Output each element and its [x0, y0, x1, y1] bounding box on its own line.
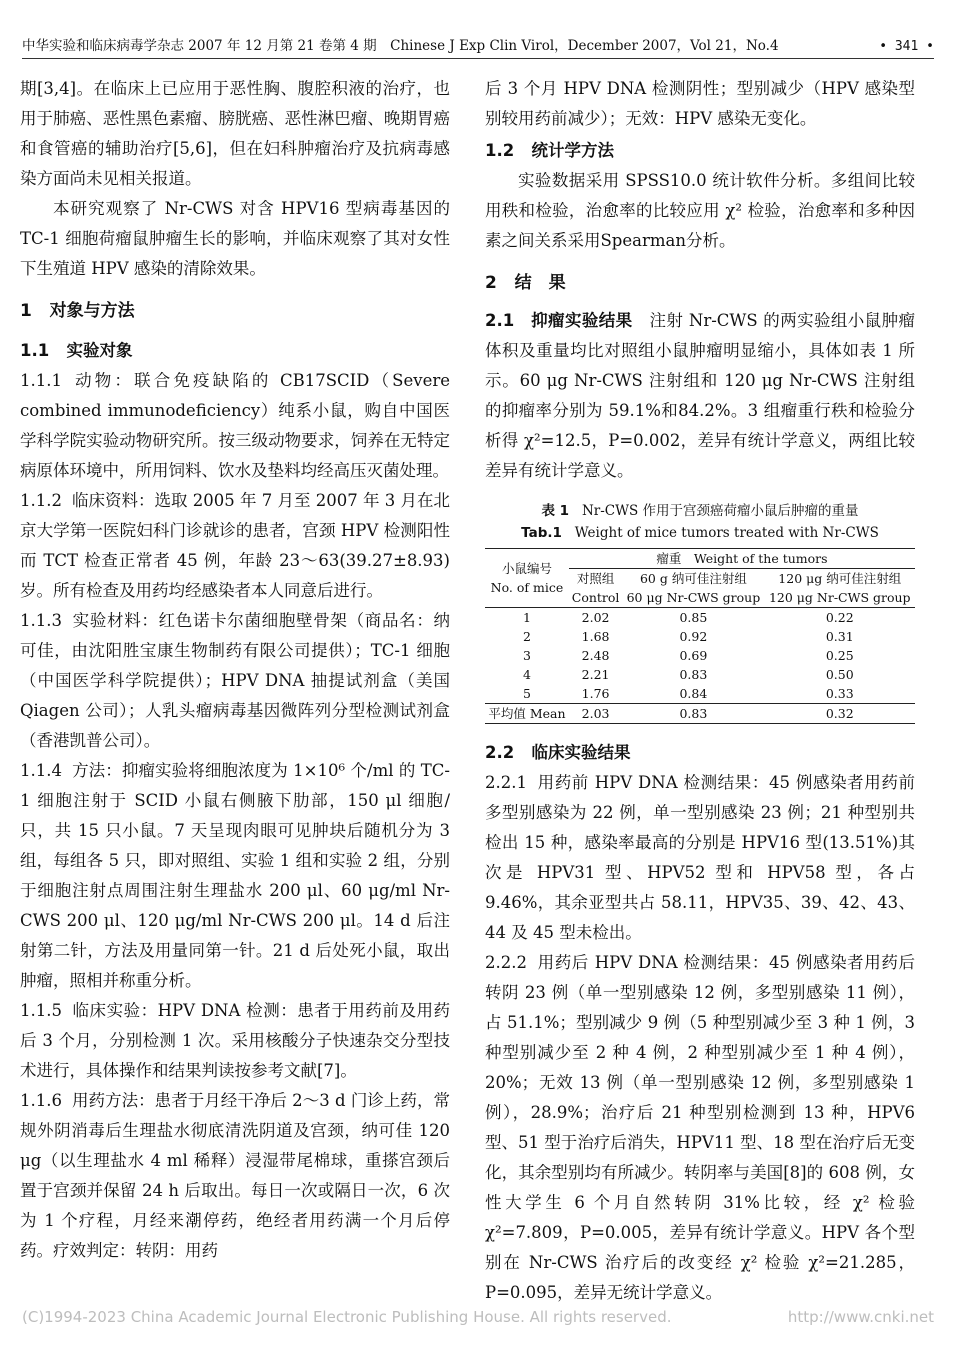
- table-row: [485, 684, 915, 704]
- section-number: 1.2: [485, 141, 515, 160]
- section-number: 1: [20, 301, 32, 321]
- table-cell: 2.48: [581, 648, 610, 663]
- section-number: 2.1: [485, 311, 515, 330]
- table-cell: 0.25: [825, 648, 854, 663]
- column-header-120ug: [765, 569, 915, 608]
- column-group-header: 瘤重 Weight of the tumors: [569, 549, 915, 569]
- paragraph-text: 实验材料：红色诺卡尔菌细胞壁骨架（商品名：纳可佳，由沈阳胜宝康生物制药有限公司提供）；TC-1 细胞（中国医学科学院提供）；HPV DNA 抽提试剂盒（美国 Qiagen 公司）；人乳头瘤病毒基因微阵列分型检测试剂盒（香港凯普公司）。: [20, 611, 450, 750]
- journal-citation: 中华实验和临床病毒学杂志 2007 年 12 月第 21 卷第 4 期 Chinese J Exp Clin Virol，December 2007，Vol 21，No.4: [22, 38, 779, 54]
- table-cell: 0.33: [825, 686, 854, 701]
- table-row: [485, 646, 915, 665]
- table-cell: 1.68: [581, 629, 610, 644]
- table-cell: 0.85: [679, 610, 708, 625]
- table-cell: 平均值 Mean: [485, 704, 569, 724]
- paragraph-text: 临床资料：选取 2005 年 7 月至 2007 年 3 月在北京大学第一医院妇科门诊就诊的患者，宫颈 HPV 检测阳性而 TCT 检查正常者 45 例，年龄 23～63(39.27±8.93)岁。所有检查及用药均经感染者本人同意后进行。: [20, 491, 450, 600]
- paragraph-1-1-5: [20, 996, 450, 1086]
- paragraph-2-1: [485, 306, 915, 486]
- table-mean-row: [485, 704, 915, 724]
- statistics-paragraph: 实验数据采用 SPSS10.0 统计软件分析。多组间比较用秩和检验，治愈率的比较应用 χ² 检验，治愈率和多种因素之间关系采用Spearman分析。: [485, 171, 915, 250]
- intro-paragraph-1: 期[3,4]。在临床上已应用于恶性胸、腹腔积液的治疗，也用于肺癌、恶性黑色素瘤、膀胱癌、恶性淋巴瘤、晚期胃癌和食管癌的辅助治疗[5,6]，但在妇科肿瘤治疗及抗病毒感染方面尚未见相关报道。: [20, 79, 450, 188]
- paragraph-text: 用药后 HPV DNA 检测结果：45 例感染者用药后转阴 23 例（单一型别感染 12 例，多型别感染 11 例），占 51.1%；型别减少 9 例（5 种型别减少至 3 种 1 例，3 种型别减少至 2 种 4 例，2 种型别减少至 1 种 4 例），20%；无效 13 例（单一型别感染 12 例，多型别感染 1 例），28.9%；治疗后 21 种型别检测到 13 种，HPV6 型、51 型于治疗后消失，HPV11 型、18 型在治疗后无变化，其余型别均有所减少。转阴率与美国[8]的 608 例，女性大学生 6 个月自然转阴 31%比较，经 χ² 检验 χ²=7.809，P=0.005，差异有统计学意义。HPV 各个型别在 Nr-CWS 治疗后的改变经 χ² 检验 χ²=21.285，P=0.095，差异无统计学意义。: [485, 953, 915, 1302]
- section-number: 2.2: [485, 743, 515, 762]
- paragraph-2-2-1: [485, 768, 915, 948]
- page-number: • 341 •: [879, 39, 934, 54]
- section-number: 1.1: [20, 341, 50, 360]
- table-label: 表 1: [541, 503, 570, 519]
- right-column: [485, 74, 915, 1308]
- table-cell: 0.83: [622, 704, 764, 724]
- section-title: 结 果: [514, 273, 566, 293]
- table-cell: 0.32: [765, 704, 915, 724]
- table-cell: 0.84: [679, 686, 708, 701]
- paragraph-text: 临床实验：HPV DNA 检测：患者于用药前及用药后 3 个月，分别检测 1 次。采用核酸分子快速杂交分型技术进行，具体操作和结果判读按参考文献[7]。: [20, 1001, 450, 1080]
- paragraph-number: 1.1.1: [20, 371, 62, 390]
- section-1-1-heading: [20, 336, 450, 366]
- header-cn: 小鼠编号: [501, 561, 552, 576]
- table-cell: 0.92: [679, 629, 708, 644]
- paragraph-1-1-6: [20, 1086, 450, 1266]
- paragraph-number: 2.2.2: [485, 953, 527, 972]
- header-en: 120 μg Nr-CWS group: [768, 590, 911, 605]
- paragraph-1-1-1: [20, 366, 450, 486]
- paragraph-number: 1.1.2: [20, 491, 62, 510]
- paragraph-number: 1.1.6: [20, 1091, 62, 1110]
- section-2-2-heading: [485, 738, 915, 768]
- section-1-2-heading: [485, 136, 915, 166]
- copyright-watermark: [22, 1308, 934, 1326]
- section-title: 统计学方法: [531, 141, 614, 160]
- table-cell: 1: [522, 610, 531, 625]
- table-caption-en: [485, 522, 915, 544]
- header-en: Control: [571, 590, 620, 605]
- table-cell: 4: [522, 667, 531, 682]
- paragraph-number: 1.1.5: [20, 1001, 62, 1020]
- table-row: [485, 608, 915, 628]
- table-1: [485, 500, 915, 724]
- tumor-weight-table: [485, 548, 915, 724]
- continued-paragraph: 后 3 个月 HPV DNA 检测阴性；型别减少（HPV 感染型别较用药前减少）；无效：HPV 感染无变化。: [485, 79, 915, 128]
- column-header-mouse-no: [485, 549, 569, 608]
- left-column: [20, 74, 450, 1266]
- table-title: Weight of mice tumors treated with Nr-CWS: [574, 525, 879, 541]
- table-cell: 1.76: [581, 686, 610, 701]
- header-cn: 60 g 纳可佳注射组: [639, 571, 747, 586]
- header-cn: 120 μg 纳可佳注射组: [778, 571, 902, 586]
- paragraph-number: 2.2.1: [485, 773, 527, 792]
- section-1-heading: [20, 296, 450, 326]
- section-title: 实验对象: [66, 341, 133, 360]
- table-cell: 2.03: [569, 704, 622, 724]
- table-cell: 0.50: [825, 667, 854, 682]
- source-url: http://www.cnki.net: [787, 1308, 934, 1326]
- column-header-control: [569, 569, 622, 608]
- section-number: 2: [485, 273, 497, 293]
- paragraph-text: 方法：抑瘤实验将细胞浓度为 1×10⁶ 个/ml 的 TC-1 细胞注射于 SCID 小鼠右侧腋下肋部，150 μl 细胞/只，共 15 只小鼠。7 天呈现肉眼可见肿块后随机分为 3 组，每组各 5 只，即对照组、实验 1 组和实验 2 组，分别于细胞注射点周围注射生理盐水 200 μl、60 μg/ml Nr-CWS 200 μl、120 μg/ml Nr-CWS 200 μl。14 d 后注射第二针，方法及用量同第一针。21 d 后处死小鼠，取出肿瘤，照相并称重分析。: [20, 761, 450, 990]
- paragraph-1-1-4: [20, 756, 450, 996]
- table-cell: 2: [522, 629, 531, 644]
- header-en: No. of mice: [490, 580, 564, 595]
- table-cell: 2.02: [581, 610, 610, 625]
- header-en: 60 μg Nr-CWS group: [626, 590, 761, 605]
- section-2-heading: [485, 268, 915, 298]
- table-title: Nr-CWS 作用于宫颈癌荷瘤小鼠后肿瘤的重量: [581, 503, 859, 519]
- table-cell: 2.21: [581, 667, 610, 682]
- paragraph-text: 动物：联合免疫缺陷的 CB17SCID（Severe combined immunodeficiency）纯系小鼠，购自中国医学科学院实验动物研究所。按三级动物要求，饲养在无特定病原体环境中，所用饲料、饮水及垫料均经高压灭菌处理。: [20, 371, 450, 480]
- paragraph-text: 注射 Nr-CWS 的两实验组小鼠肿瘤体积及重量均比对照组小鼠肿瘤明显缩小，具体如表 1 所示。60 μg Nr-CWS 注射组和 120 μg Nr-CWS 注射组的抑瘤率分别为 59.1%和84.2%。3 组瘤重行秩和检验分析得 χ²=12.5，P=0.002，差异有统计学意义，两组比较差异有统计学意义。: [485, 311, 915, 480]
- intro-paragraph-2: 本研究观察了 Nr-CWS 对含 HPV16 型病毒基因的 TC-1 细胞荷瘤鼠肿瘤生长的影响，并临床观察了其对女性下生殖道 HPV 感染的清除效果。: [20, 199, 450, 278]
- header-cn: 对照组: [576, 571, 615, 586]
- paragraph-number: 1.1.4: [20, 761, 62, 780]
- table-caption-cn: [485, 500, 915, 522]
- table-cell: 5: [522, 686, 531, 701]
- table-cell: 0.83: [679, 667, 708, 682]
- table-label: Tab.1: [521, 525, 562, 541]
- running-header: [22, 28, 934, 59]
- column-header-60ug: [622, 569, 764, 608]
- section-title: 临床实验结果: [531, 743, 631, 762]
- table-cell: 0.69: [679, 648, 708, 663]
- table-row: [485, 627, 915, 646]
- paragraph-1-1-3: [20, 606, 450, 756]
- paragraph-text: 用药方法：患者于月经干净后 2～3 d 门诊上药，常规外阴消毒后生理盐水彻底清洗阴道及宫颈，纳可佳 120 μg（以生理盐水 4 ml 稀释）浸湿带尾棉球，重搽宫颈后置于宫颈并保留 24 h 后取出。每日一次或隔日一次，6 次为 1 个疗程，月经来潮停药，绝经者用药满一个月后停药。疗效判定：转阴：用药: [20, 1091, 450, 1260]
- copyright-text: (C)1994-2023 China Academic Journal Electronic Publishing House. All rights reserved.: [22, 1308, 672, 1326]
- table-cell: 3: [522, 648, 531, 663]
- table-cell: 0.31: [825, 629, 854, 644]
- paragraph-number: 1.1.3: [20, 611, 62, 630]
- section-title: 对象与方法: [49, 301, 135, 321]
- paragraph-2-2-2: [485, 948, 915, 1308]
- paragraph-text: 用药前 HPV DNA 检测结果：45 例感染者用药前多型别感染为 22 例，单一型别感染 23 例；21 种型别共检出 15 种，感染率最高的分别是 HPV16 型(13.51%)其次是 HPV31 型、HPV52 型和 HPV58 型，各占 9.46%，其余亚型共占 58.11，HPV35、39、42、43、44 及 45 型未检出。: [485, 773, 915, 942]
- paragraph-1-1-2: [20, 486, 450, 606]
- table-row: [485, 665, 915, 684]
- table-cell: 0.22: [825, 610, 854, 625]
- section-title: 抑瘤实验结果: [531, 311, 633, 330]
